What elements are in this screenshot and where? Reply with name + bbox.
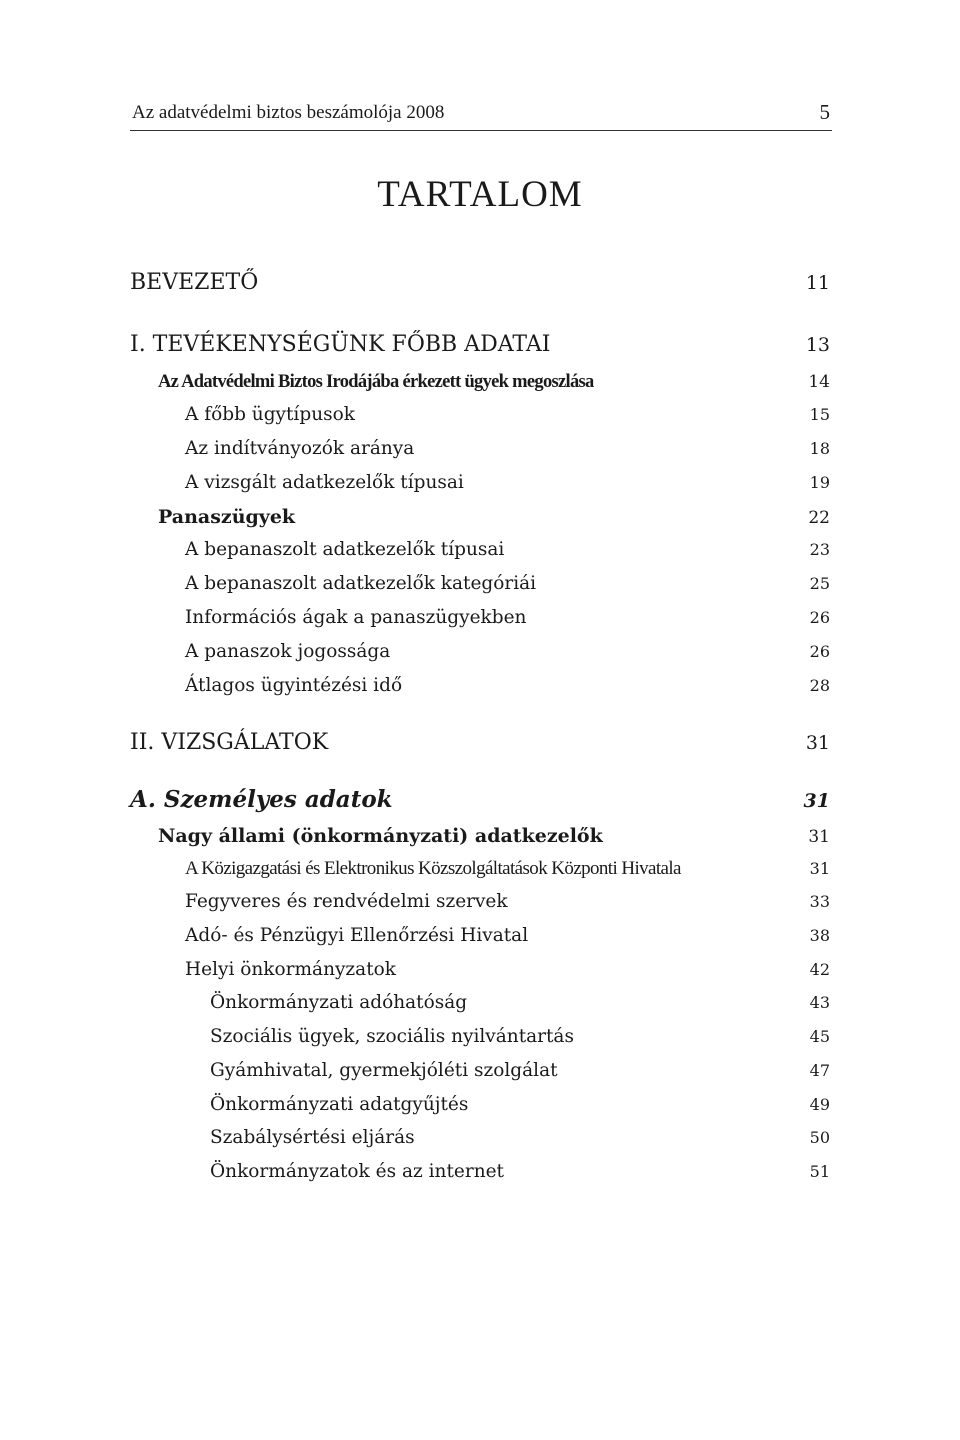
toc-entry-page: 22: [808, 508, 830, 528]
toc-entry[interactable]: [210, 1094, 830, 1115]
running-header: [130, 100, 832, 131]
toc-entry-label: I. TEVÉKENYSÉGÜNK FŐBB ADATAI: [130, 332, 551, 357]
toc-entry-page: 50: [809, 1128, 830, 1147]
toc-entry[interactable]: [185, 607, 830, 628]
toc-entry[interactable]: [185, 891, 830, 912]
toc-entry[interactable]: [210, 1127, 830, 1148]
toc-entry-page: 31: [808, 827, 830, 847]
toc-entry[interactable]: [185, 858, 830, 880]
toc-entry-label: Önkormányzati adatgyűjtés: [210, 1094, 469, 1115]
toc-entry-page: 31: [805, 732, 830, 754]
toc-entry-page: 51: [809, 1162, 830, 1181]
toc-entry-page: 28: [809, 676, 830, 695]
toc-entry-label: Szabálysértési eljárás: [210, 1127, 415, 1148]
toc-entry[interactable]: [185, 404, 830, 425]
toc-entry-page: 33: [809, 892, 830, 911]
toc-title: TARTALOM: [377, 174, 583, 215]
toc-entry-page: 26: [809, 608, 830, 627]
toc-entry-label: Gyámhivatal, gyermekjóléti szolgálat: [210, 1060, 558, 1081]
toc-entry-label: Átlagos ügyintézési idő: [185, 675, 403, 696]
toc-entry[interactable]: [185, 959, 830, 980]
toc-entry-page: 13: [805, 334, 830, 356]
toc-entry-label: Adó- és Pénzügyi Ellenőrzési Hivatal: [185, 925, 529, 946]
toc-entry[interactable]: [185, 573, 830, 594]
running-header-page-number: 5: [819, 100, 830, 124]
toc-entry-page: 19: [809, 473, 830, 492]
toc-entry-page: 23: [809, 540, 830, 559]
toc-entry-bevezeto[interactable]: [130, 270, 830, 295]
toc-entry-page: 26: [809, 642, 830, 661]
toc-entry-page: 25: [809, 574, 830, 593]
toc-entry-label: II. VIZSGÁLATOK: [130, 730, 329, 755]
toc-entry-label: A bepanaszolt adatkezelők kategóriái: [185, 573, 537, 594]
toc-entry-label: Panaszügyek: [158, 506, 296, 528]
toc-entry[interactable]: [210, 1060, 830, 1081]
toc-entry[interactable]: [210, 992, 830, 1013]
toc-entry-page: 14: [808, 372, 830, 392]
toc-entry-label: Fegyveres és rendvédelmi szervek: [185, 891, 508, 912]
toc-entry-label: A. Személyes adatok: [130, 786, 393, 813]
toc-entry-page: 47: [809, 1061, 830, 1080]
toc-entry-label: Önkormányzatok és az internet: [210, 1161, 504, 1182]
toc-entry-page: 31: [803, 790, 830, 812]
toc-entry-label: A bepanaszolt adatkezelők típusai: [185, 539, 505, 560]
toc-entry[interactable]: [185, 539, 830, 560]
toc-entry-label: Önkormányzati adóhatóság: [210, 992, 468, 1013]
toc-entry-page: 42: [809, 960, 830, 979]
toc-entry[interactable]: [185, 472, 830, 493]
toc-entry-label: Szociális ügyek, szociális nyilvántartás: [210, 1026, 574, 1047]
toc-entry-label: A panaszok jogossága: [185, 641, 391, 662]
toc-entry-label: Az indítványozók aránya: [185, 438, 415, 459]
toc-entry-page: 18: [809, 439, 830, 458]
toc-entry-label: Nagy állami (önkormányzati) adatkezelők: [158, 825, 603, 847]
toc-entry[interactable]: [210, 1026, 830, 1047]
toc-entry-label: A Közigazgatási és Elektronikus Közszolgáltatások Központi Hivatala: [185, 858, 681, 879]
toc-entry-chapter-a[interactable]: [130, 786, 830, 813]
toc-entry-page: 15: [809, 405, 830, 424]
toc-entry-page: 45: [809, 1027, 830, 1046]
toc-entry-page: 49: [809, 1095, 830, 1114]
toc-entry-page: 38: [809, 926, 830, 945]
toc-entry[interactable]: [158, 372, 830, 393]
toc-entry-part-1[interactable]: [130, 332, 830, 357]
toc-entry[interactable]: [185, 925, 830, 946]
toc-entry-label: Az Adatvédelmi Biztos Irodájába érkezett ügyek megoszlása: [158, 372, 594, 392]
toc-entry-page: 11: [805, 272, 830, 294]
toc-entry-page: 43: [809, 993, 830, 1012]
toc-entry[interactable]: [158, 825, 830, 847]
toc-entry-label: A főbb ügytípusok: [185, 404, 355, 425]
running-header-title: Az adatvédelmi biztos beszámolója 2008: [132, 102, 445, 123]
toc-entry-page: 31: [809, 859, 830, 878]
toc-entry-part-2[interactable]: [130, 730, 830, 755]
toc-entry-label: Információs ágak a panaszügyekben: [185, 607, 527, 628]
toc-entry[interactable]: [185, 675, 830, 696]
toc-entry[interactable]: [158, 506, 830, 528]
toc-entry[interactable]: [210, 1161, 830, 1182]
toc-entry[interactable]: [185, 438, 830, 459]
toc-entry-label: BEVEZETŐ: [130, 270, 259, 295]
toc-entry-label: Helyi önkormányzatok: [185, 959, 396, 980]
toc-entry-label: A vizsgált adatkezelők típusai: [185, 472, 464, 493]
toc-entry[interactable]: [185, 641, 830, 662]
